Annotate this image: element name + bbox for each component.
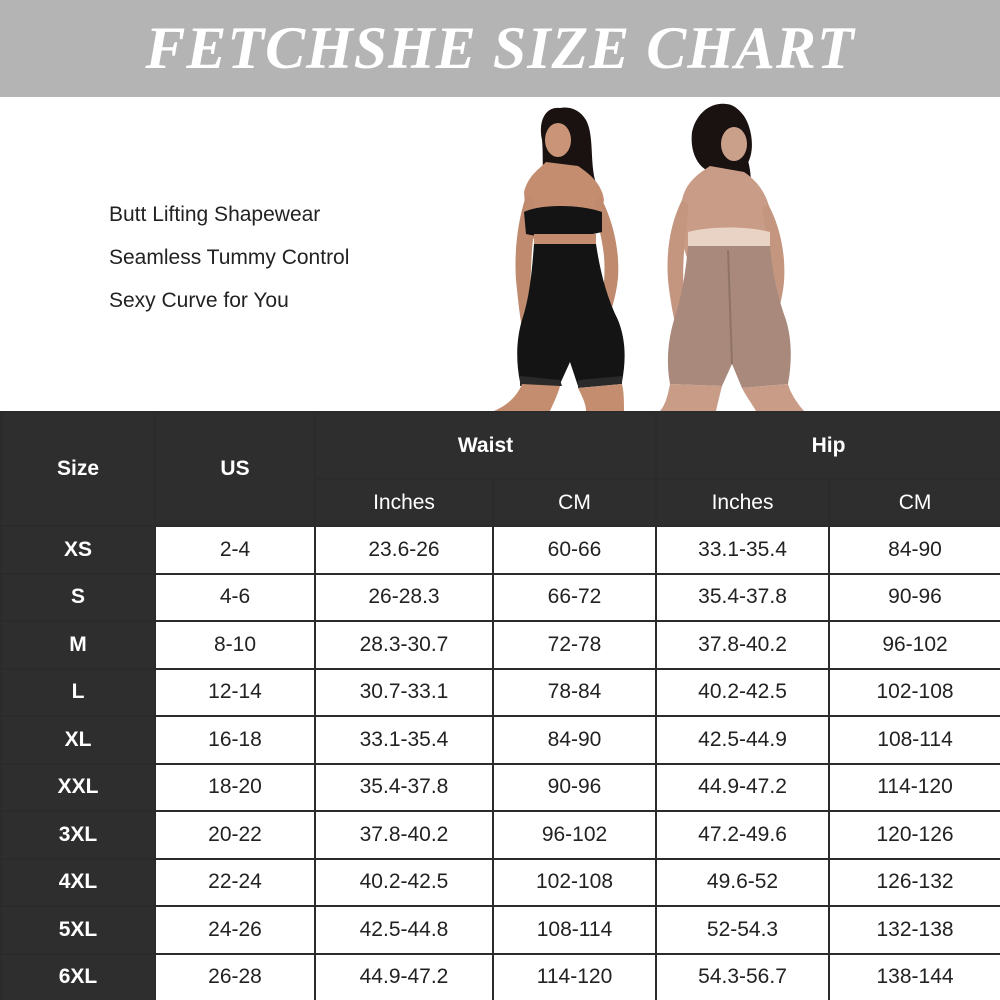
table-row <box>1 954 1000 1000</box>
table-row <box>1 716 1000 764</box>
us-size: 26-28 <box>155 954 315 1000</box>
hip-inches: 49.6-52 <box>656 859 829 907</box>
size-label: S <box>1 574 155 622</box>
table-header-row <box>1 412 1000 479</box>
size-label: 6XL <box>1 954 155 1000</box>
header-hip-cm: CM <box>829 479 1000 526</box>
hip-inches: 42.5-44.9 <box>656 716 829 764</box>
waist-inches: 33.1-35.4 <box>315 716 493 764</box>
us-size: 4-6 <box>155 574 315 622</box>
hip-inches: 44.9-47.2 <box>656 764 829 812</box>
us-size: 16-18 <box>155 716 315 764</box>
waist-cm: 96-102 <box>493 811 656 859</box>
waist-inches: 35.4-37.8 <box>315 764 493 812</box>
header-waist-cm: CM <box>493 479 656 526</box>
table-row <box>1 811 1000 859</box>
size-label: XL <box>1 716 155 764</box>
hip-inches: 52-54.3 <box>656 906 829 954</box>
waist-inches: 44.9-47.2 <box>315 954 493 1000</box>
us-size: 20-22 <box>155 811 315 859</box>
title-banner <box>0 0 1000 97</box>
feature-item: Sexy Curve for You <box>109 289 289 312</box>
header-waist-inches: Inches <box>315 479 493 526</box>
waist-inches: 37.8-40.2 <box>315 811 493 859</box>
hip-cm: 102-108 <box>829 669 1000 717</box>
hip-cm: 126-132 <box>829 859 1000 907</box>
us-size: 18-20 <box>155 764 315 812</box>
waist-cm: 114-120 <box>493 954 656 1000</box>
waist-inches: 30.7-33.1 <box>315 669 493 717</box>
hip-inches: 35.4-37.8 <box>656 574 829 622</box>
size-label: XXL <box>1 764 155 812</box>
table-row <box>1 621 1000 669</box>
hip-cm: 84-90 <box>829 526 1000 574</box>
waist-cm: 84-90 <box>493 716 656 764</box>
table-row <box>1 669 1000 717</box>
table-row <box>1 764 1000 812</box>
hip-cm: 90-96 <box>829 574 1000 622</box>
header-us: US <box>155 412 315 526</box>
us-size: 22-24 <box>155 859 315 907</box>
us-size: 24-26 <box>155 906 315 954</box>
waist-inches: 23.6-26 <box>315 526 493 574</box>
hip-cm: 114-120 <box>829 764 1000 812</box>
hip-cm: 108-114 <box>829 716 1000 764</box>
size-label: XS <box>1 526 155 574</box>
waist-cm: 90-96 <box>493 764 656 812</box>
waist-inches: 26-28.3 <box>315 574 493 622</box>
model-nude-shapewear-photo <box>640 100 810 411</box>
waist-cm: 66-72 <box>493 574 656 622</box>
header-size: Size <box>1 412 155 526</box>
waist-cm: 102-108 <box>493 859 656 907</box>
us-size: 2-4 <box>155 526 315 574</box>
hip-inches: 37.8-40.2 <box>656 621 829 669</box>
waist-inches: 42.5-44.8 <box>315 906 493 954</box>
header-hip: Hip <box>656 412 1000 479</box>
waist-cm: 78-84 <box>493 669 656 717</box>
waist-inches: 40.2-42.5 <box>315 859 493 907</box>
hip-cm: 138-144 <box>829 954 1000 1000</box>
table-row <box>1 859 1000 907</box>
table-row <box>1 526 1000 574</box>
hip-cm: 120-126 <box>829 811 1000 859</box>
size-label: 4XL <box>1 859 155 907</box>
hip-cm: 96-102 <box>829 621 1000 669</box>
hip-cm: 132-138 <box>829 906 1000 954</box>
size-label: 5XL <box>1 906 155 954</box>
size-label: L <box>1 669 155 717</box>
us-size: 8-10 <box>155 621 315 669</box>
header-waist: Waist <box>315 412 656 479</box>
feature-item: Butt Lifting Shapewear <box>109 203 321 226</box>
feature-list <box>109 200 349 329</box>
page-title: FETCHSHE SIZE CHART <box>145 15 855 81</box>
waist-cm: 60-66 <box>493 526 656 574</box>
hip-inches: 54.3-56.7 <box>656 954 829 1000</box>
waist-inches: 28.3-30.7 <box>315 621 493 669</box>
size-label: 3XL <box>1 811 155 859</box>
hip-inches: 47.2-49.6 <box>656 811 829 859</box>
waist-cm: 108-114 <box>493 906 656 954</box>
header-hip-inches: Inches <box>656 479 829 526</box>
waist-cm: 72-78 <box>493 621 656 669</box>
size-label: M <box>1 621 155 669</box>
table-row <box>1 574 1000 622</box>
feature-item: Seamless Tummy Control <box>109 246 350 269</box>
hip-inches: 40.2-42.5 <box>656 669 829 717</box>
model-black-shapewear-photo <box>490 100 660 411</box>
hip-inches: 33.1-35.4 <box>656 526 829 574</box>
us-size: 12-14 <box>155 669 315 717</box>
size-chart-table <box>0 411 1000 1000</box>
table-row <box>1 906 1000 954</box>
